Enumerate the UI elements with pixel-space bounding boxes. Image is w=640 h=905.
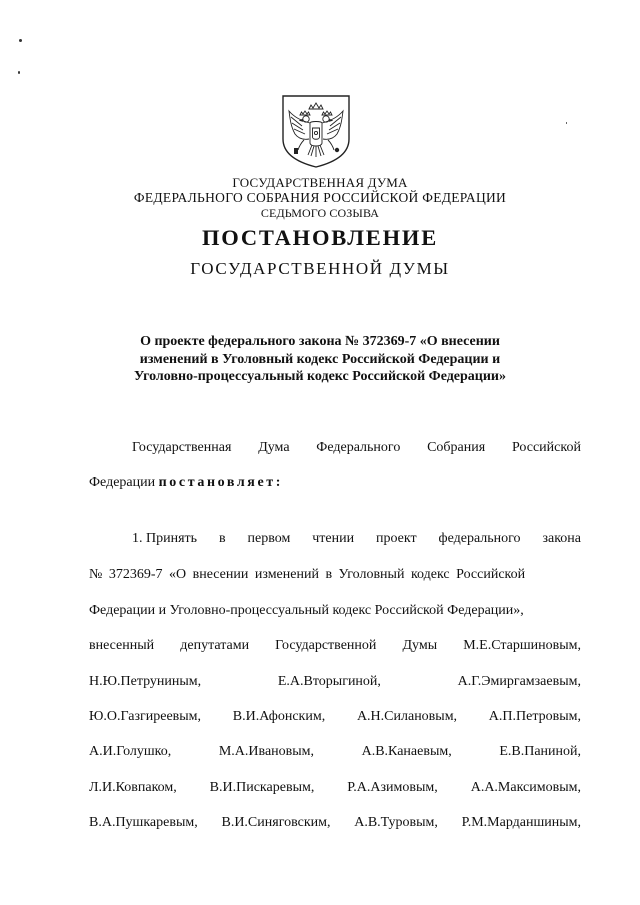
item-line <box>89 638 581 654</box>
item-word: чтении <box>312 531 355 546</box>
item-word: в <box>218 531 226 546</box>
deputy-name: В.И.Синяговским, <box>221 815 331 830</box>
preamble-word: Российской <box>511 440 581 455</box>
deputy-name: В.И.Афонским, <box>232 709 326 724</box>
item-word: Думы <box>402 638 438 653</box>
item-line: № 372369-7 «О внесении изменений в Уголовный кодекс Российской <box>89 567 526 582</box>
issuer-title: ГОСУДАРСТВЕННОЙ ДУМЫ <box>190 259 450 278</box>
document-type-title: ПОСТАНОВЛЕНИЕ <box>202 225 438 250</box>
federal-assembly-title: ФЕДЕРАЛЬНОГО СОБРАНИЯ РОССИЙСКОЙ ФЕДЕРАЦИИ <box>133 190 507 205</box>
deputy-name: А.Г.Эмиргамзаевым, <box>457 674 581 689</box>
preamble-word: Дума <box>258 440 290 455</box>
preamble-word: Собрания <box>427 440 486 455</box>
item-word: 1. Принять <box>132 531 198 546</box>
deputy-name: А.И.Голушко, <box>89 744 172 759</box>
item-line <box>89 709 581 725</box>
item-line <box>89 815 581 831</box>
subject-line: Уголовно-процессуальный кодекс Российской Федерации» <box>133 369 507 384</box>
scan-speck <box>18 71 20 74</box>
deputy-name: А.В.Туровым, <box>354 815 438 830</box>
item-line <box>132 531 581 547</box>
preamble-word: Федерации <box>89 475 156 490</box>
item-word: Государственной <box>275 638 377 653</box>
deputy-name: В.И.Пискаревым, <box>209 780 315 795</box>
deputy-name: А.П.Петровым, <box>488 709 581 724</box>
item-word: закона <box>542 531 581 546</box>
deputy-name: А.А.Максимовым, <box>470 780 581 795</box>
deputy-name: Ю.О.Газгиреевым, <box>89 709 202 724</box>
scan-speck <box>566 122 567 124</box>
deputy-name: Л.И.Ковпаком, <box>89 780 177 795</box>
resolution-subject <box>80 333 560 386</box>
convocation-label: СЕДЬМОГО СОЗЫВА <box>260 206 380 220</box>
preamble-line <box>89 475 581 491</box>
item-word: внесенный <box>89 638 155 653</box>
deputy-name: В.А.Пушкаревым, <box>89 815 198 830</box>
state-duma-title: ГОСУДАРСТВЕННАЯ ДУМА <box>232 175 408 190</box>
coat-of-arms-emblem <box>280 93 352 169</box>
preamble-word: Федерального <box>316 440 401 455</box>
deputy-name: Р.М.Марданшиным, <box>461 815 581 830</box>
item-line <box>89 780 581 796</box>
subject-line: изменений в Уголовный кодекс Российской Федерации и <box>139 351 501 367</box>
deputy-name: Н.Ю.Петруниным, <box>89 674 202 689</box>
preamble-line <box>132 440 581 456</box>
item-word: первом <box>247 531 291 546</box>
item-line <box>89 744 581 760</box>
item-word: М.Е.Старшиновым, <box>463 638 581 653</box>
deputy-name: Е.А.Вторыгиной, <box>277 674 381 689</box>
item-line <box>89 674 581 690</box>
preamble-word: Государственная <box>132 440 232 455</box>
item-word: федерального <box>438 531 521 546</box>
subject-line: О проекте федерального закона № 372369-7 «О внесении <box>140 334 500 349</box>
item-word: проект <box>375 531 417 546</box>
item-line: Федерации и Уголовно-процессуальный кодекс Российской Федерации», <box>89 603 524 618</box>
decree-word: постановляет: <box>158 475 284 490</box>
deputy-name: Е.В.Паниной, <box>499 744 581 759</box>
deputy-name: М.А.Ивановым, <box>218 744 315 759</box>
deputy-name: А.В.Канаевым, <box>361 744 452 759</box>
deputy-name: А.Н.Силановым, <box>356 709 458 724</box>
item-word: депутатами <box>180 638 250 653</box>
scan-speck <box>19 39 22 42</box>
deputy-name: Р.А.Азимовым, <box>347 780 438 795</box>
